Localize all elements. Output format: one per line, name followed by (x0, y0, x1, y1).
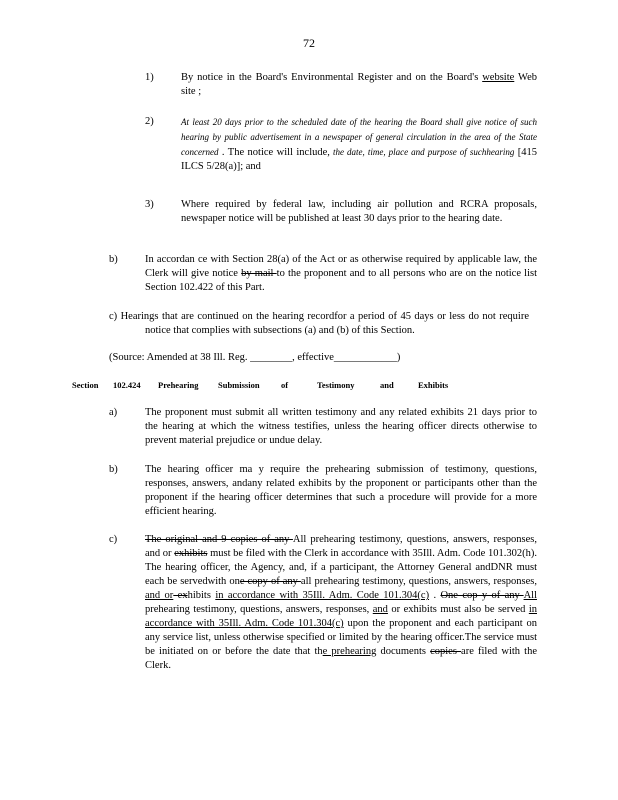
item-c-text (109, 310, 529, 338)
section-label: Section (72, 380, 99, 390)
sub-b-text: The hearing officer ma y require the prehearing submission of testimony, questions, responses, answers, andany related exhibits by the proponent or participants other than the proponent if the hearing officer determines that such a procedure will provide for a more efficient hearing. (145, 464, 537, 517)
sub-c-text-9: upon the proponent and each participant on any service list, unless otherwise specified or limited by the hearing officer.The service must be initiated on or before the date that th (145, 618, 537, 657)
sub-c-text-2: must be filed with the Clerk in accordance with 35Ill. Adm. Code 101.302(h). The hearing officer, the Agency, and, if a participant, the Attorney General andDNR must each be servedwith (145, 548, 537, 587)
item-b-text (145, 253, 537, 295)
source-text-b: , effective (292, 352, 334, 363)
sub-c-inserted-6: e prehearing (322, 646, 377, 657)
section-word-2: Submission (218, 380, 260, 390)
item-1-deleted: Web site (181, 72, 537, 97)
item-3-text: Where required by federal law, including air pollution and RCRA proposals, newspaper notice will be published at least 30 days prior to the hearing date. (181, 199, 537, 224)
sub-c-inserted-5: in accordance with 35Ill. Adm. Code 101.304(c) (145, 604, 537, 629)
source-text-a: (Source: Amended at 38 Ill. Reg. (109, 352, 251, 363)
item-2-number: 2) (145, 116, 154, 127)
item-1-inserted: website (482, 72, 515, 83)
item-1-number: 1) (145, 72, 154, 83)
sub-c-inserted-2: in accordance with 35Ill. Adm. Code 101.304(c) (215, 590, 430, 601)
sub-c-text-7: prehearing testimony, questions, answers, responses, (145, 604, 373, 615)
sub-c-deleted-1: The original and 9 copies of any (145, 534, 293, 545)
sub-c-deleted-4: ex (173, 590, 188, 601)
source-blank-1: ________ (250, 352, 293, 363)
item-2-text (181, 115, 537, 174)
item-2-end: [415 ILCS 5/28(a)]; and (181, 147, 538, 172)
sub-c-text-11: are filed with the Clerk. (145, 646, 537, 671)
section-word-5: and (380, 380, 394, 390)
sub-c-deleted-3: e copy of any (239, 576, 301, 587)
sub-c-inserted-4: and (372, 604, 388, 615)
item-2-mid: . The notice will include, (218, 147, 330, 158)
item-b-number: b) (109, 254, 118, 265)
sub-c-text-1: All prehearing testimony, questions, answers, responses, and or (145, 534, 538, 559)
sub-c-deleted-6: copies (430, 646, 462, 657)
section-word-6: Exhibits (418, 380, 449, 390)
item-2-italic-2: the date, time, place and purpose of suchhearing (329, 147, 515, 157)
sub-c-text-8: or exhibits must also be served (387, 604, 529, 615)
item-b-text-b: to the proponent and to all persons who are on the notice list Section 102.422 of this Part. (145, 268, 537, 293)
source-text-c: ) (396, 352, 401, 363)
section-word-4: Testimony (317, 380, 355, 390)
sub-c-inserted-3: All (523, 590, 537, 601)
item-1-text-a: By notice in the Board's Environmental Register and on the Board's (181, 72, 483, 83)
sub-c-text-10: documents (376, 646, 431, 657)
sub-a-number: a) (109, 407, 118, 418)
section-word-3: of (281, 380, 289, 390)
section-word-1: Prehearing (158, 380, 199, 390)
sub-c-text-5: hibits (187, 590, 216, 601)
sub-c-deleted-2: exhibits (174, 548, 208, 559)
item-2-italic: At least 20 days prior to the scheduled date of the hearing the Board shall give notice of such hearing by public advertisement in a newspaper of general circulation in the area of the State concerned (181, 117, 537, 157)
source-note (109, 351, 509, 365)
item-b-text-a: In accordan ce with Section 28(a) of the Act or as otherwise required by applicable law, the Clerk will give notice (145, 254, 537, 279)
item-1-text-end: ; (195, 86, 202, 97)
sub-b-number: b) (109, 464, 118, 475)
item-1-text (181, 71, 537, 99)
section-number: 102.424 (113, 380, 141, 390)
item-c-body: c) Hearings that are continued on the hearing recordfor a period of 45 days or less do not require notice that complies with subsections (a) and (b) of this Section. (109, 311, 529, 336)
page-number: 72 (303, 36, 315, 50)
sub-c-inserted-1: and or (145, 590, 174, 601)
sub-c-text-6: . (429, 590, 441, 601)
sub-c-text (145, 533, 537, 673)
item-3-number: 3) (145, 199, 154, 210)
source-blank-2: ____________ (333, 352, 397, 363)
sub-c-text-4: all prehearing testimony, questions, answers, responses, (300, 576, 538, 587)
sub-c-deleted-5: One cop y of any (440, 590, 524, 601)
item-b-deleted: by mail (241, 268, 277, 279)
sub-a-text: The proponent must submit all written testimony and any related exhibits 21 days prior to the hearing at which the witness testifies, unless the hearing officer directs otherwise to prevent material prejudice or undue delay. (145, 407, 537, 446)
sub-c-text-3: on (229, 576, 240, 587)
sub-c-number: c) (109, 534, 118, 545)
